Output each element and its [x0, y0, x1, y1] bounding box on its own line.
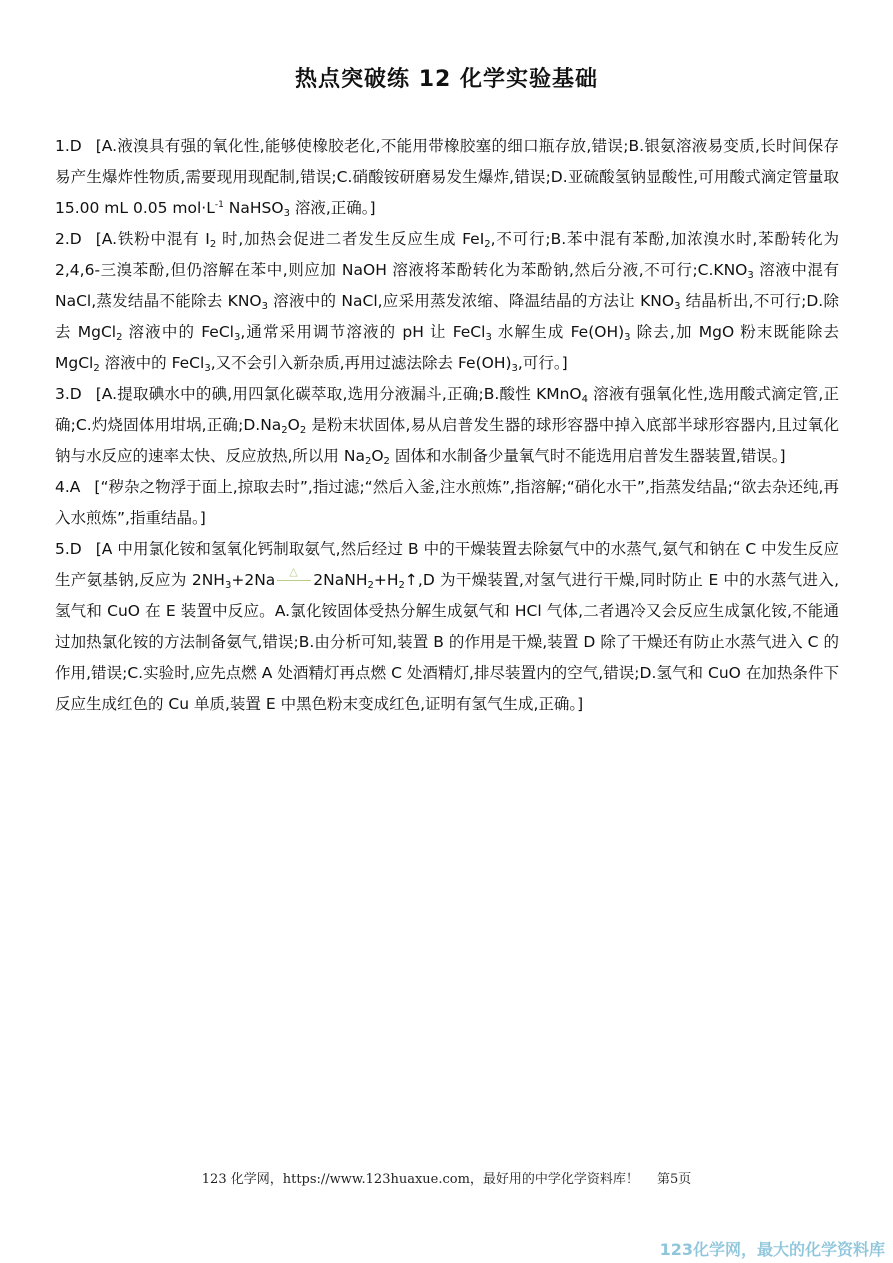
- answer-text: [A.液溴具有强的氧化性,能够使橡胶老化,不能用带橡胶塞的细口瓶存放,错误;B.银氨溶液易变质,长时间保存易产生爆炸性物质,需要现用现配制,错误;C.硝酸铵研磨易发生爆炸,错误;D.亚硫酸氢钠显酸性,可用酸式滴定管量取 15.00 mL 0.05 mol·L: [55, 137, 839, 217]
- answer-text: ,通常采用调节溶液的 pH 让 FeCl: [240, 323, 486, 341]
- subscript: 3: [261, 301, 268, 312]
- answer-text: ,又不会引入新杂质,再用过滤法除去 Fe(OH): [210, 354, 512, 372]
- answer-text: 除去,加 MgO 粉末既能除去 MgCl: [55, 323, 839, 372]
- answer-list: [55, 131, 839, 720]
- answer-text: 溶液中的 NaCl,应采用蒸发浓缩、降温结晶的方法让 KNO: [268, 292, 675, 310]
- subscript: 3: [283, 208, 290, 219]
- answer-text: 2NaNH: [313, 571, 368, 589]
- answer-text: [“秽杂之物浮于面上,掠取去时”,指过滤;“然后入釜,注水煎炼”,指溶解;“硝化水干”,指蒸发结晶;“欲去杂还纯,再入水煎炼”,指重结晶。]: [55, 478, 839, 527]
- subscript: 2: [383, 456, 390, 467]
- watermark: 123化学网，最大的化学资料库: [659, 1240, 885, 1259]
- page-footer: [0, 1168, 893, 1187]
- subscript: 2: [209, 239, 217, 250]
- answer-number: 3.D: [55, 385, 82, 403]
- page-number: 第5页: [656, 1172, 692, 1187]
- subscript: 3: [233, 332, 241, 343]
- subscript: 2: [484, 239, 491, 250]
- answer-text: 结晶析出,不可行;D.除去 MgCl: [55, 292, 839, 341]
- answer-number: 4.A: [55, 478, 81, 496]
- answer-text: 溶液有强氧化性,选用酸式滴定管,正确;C.灼烧固体用坩埚,正确;D.Na: [55, 385, 839, 434]
- answer-text: [A.提取碘水中的碘,用四氯化碳萃取,选用分液漏斗,正确;B.酸性 KMnO: [95, 385, 582, 403]
- footer-text: 123 化学网，https://www.123huaxue.com，最好用的中学化学资料库！: [201, 1172, 639, 1187]
- answer-text: O: [287, 416, 300, 434]
- answer-5: [55, 534, 839, 720]
- answer-text: [A.铁粉中混有 I: [95, 230, 210, 248]
- subscript: 3: [485, 332, 492, 343]
- heat-symbol: △: [289, 565, 298, 578]
- subscript: 2: [367, 580, 374, 591]
- answer-text: 溶液中的 FeCl: [122, 323, 234, 341]
- subscript: 3: [674, 301, 681, 312]
- answer-text: ↑,D 为干燥装置,对氢气进行干燥,同时防止 E 中的水蒸气进入,氢气和 CuO 在 E 装置中反应。A.氯化铵固体受热分解生成氨气和 HCl 气体,二者遇冷又会反应生成氯化铵,不能通过加热氯化铵的方法制备氨气,错误;B.由分析可知,装置 B 的作用是干燥,装置 D 除了干燥还有防止水蒸气进入 C 的作用,错误;C.实验时,应先点燃 A 处酒精灯再点燃 C 处酒精灯,排尽装置内的空气,错误;D.氢气和 CuO 在加热条件下反应生成红色的 Cu 单质,装置 E 中黑色粉末变成红色,证明有氢气生成,正确。]: [55, 571, 839, 713]
- subscript: 2: [281, 425, 288, 436]
- subscript: 3: [204, 363, 211, 374]
- answer-text: +2Na: [231, 571, 276, 589]
- answer-text: ,可行。]: [517, 354, 568, 372]
- answer-4: [55, 472, 839, 534]
- answer-text: 溶液,正确。]: [289, 199, 376, 217]
- subscript: 2: [93, 363, 100, 374]
- answer-number: 1.D: [55, 137, 82, 155]
- reaction-line: [277, 580, 311, 581]
- subscript: 2: [364, 456, 372, 467]
- answer-1: [55, 131, 839, 224]
- subscript: 3: [511, 363, 518, 374]
- answer-text: 溶液中混有 NaCl,蒸发结晶不能除去 KNO: [55, 261, 839, 310]
- answer-number: 5.D: [55, 540, 82, 558]
- reaction-condition: [275, 565, 313, 589]
- subscript: 3: [747, 270, 754, 281]
- answer-text: O: [371, 447, 384, 465]
- answer-2: [55, 224, 839, 379]
- answer-text: 溶液中的 FeCl: [99, 354, 205, 372]
- answer-text: ,不可行;B.苯中混有苯酚,加浓溴水时,苯酚转化为 2,4,6-三溴苯酚,但仍溶解在苯中,则应加 NaOH 溶液将苯酚转化为苯酚钠,然后分液,不可行;C.KNO: [55, 230, 839, 279]
- subscript: 4: [581, 394, 589, 405]
- page-title: 热点突破练 12 化学实验基础: [295, 67, 598, 92]
- subscript: 3: [224, 580, 232, 591]
- subscript: 2: [299, 425, 307, 436]
- answer-text: [A 中用氯化铵和氢氧化钙制取氨气,然后经过 B 中的干燥装置去除氨气中的水蒸气,氨气和钠在 C 中发生反应生产氨基钠,反应为 2NH: [55, 540, 839, 589]
- answer-number: 2.D: [55, 230, 82, 248]
- answer-text: 水解生成 Fe(OH): [491, 323, 625, 341]
- answer-text: 固体和水制备少量氧气时不能选用启普发生器装置,错误。]: [389, 447, 786, 465]
- subscript: 3: [624, 332, 631, 343]
- subscript: 2: [116, 332, 123, 343]
- subscript: 2: [398, 580, 405, 591]
- superscript: -1: [214, 200, 224, 210]
- answer-text: 是粉末状固体,易从启普发生器的球形容器中掉入底部半球形容器内,且过氧化钠与水反应的速率太快、反应放热,所以用 Na: [55, 416, 839, 465]
- answer-text: 时,加热会促进二者发生反应生成 FeI: [216, 230, 485, 248]
- answer-text: NaHSO: [223, 199, 284, 217]
- answer-3: [55, 379, 839, 472]
- answer-text: +H: [373, 571, 399, 589]
